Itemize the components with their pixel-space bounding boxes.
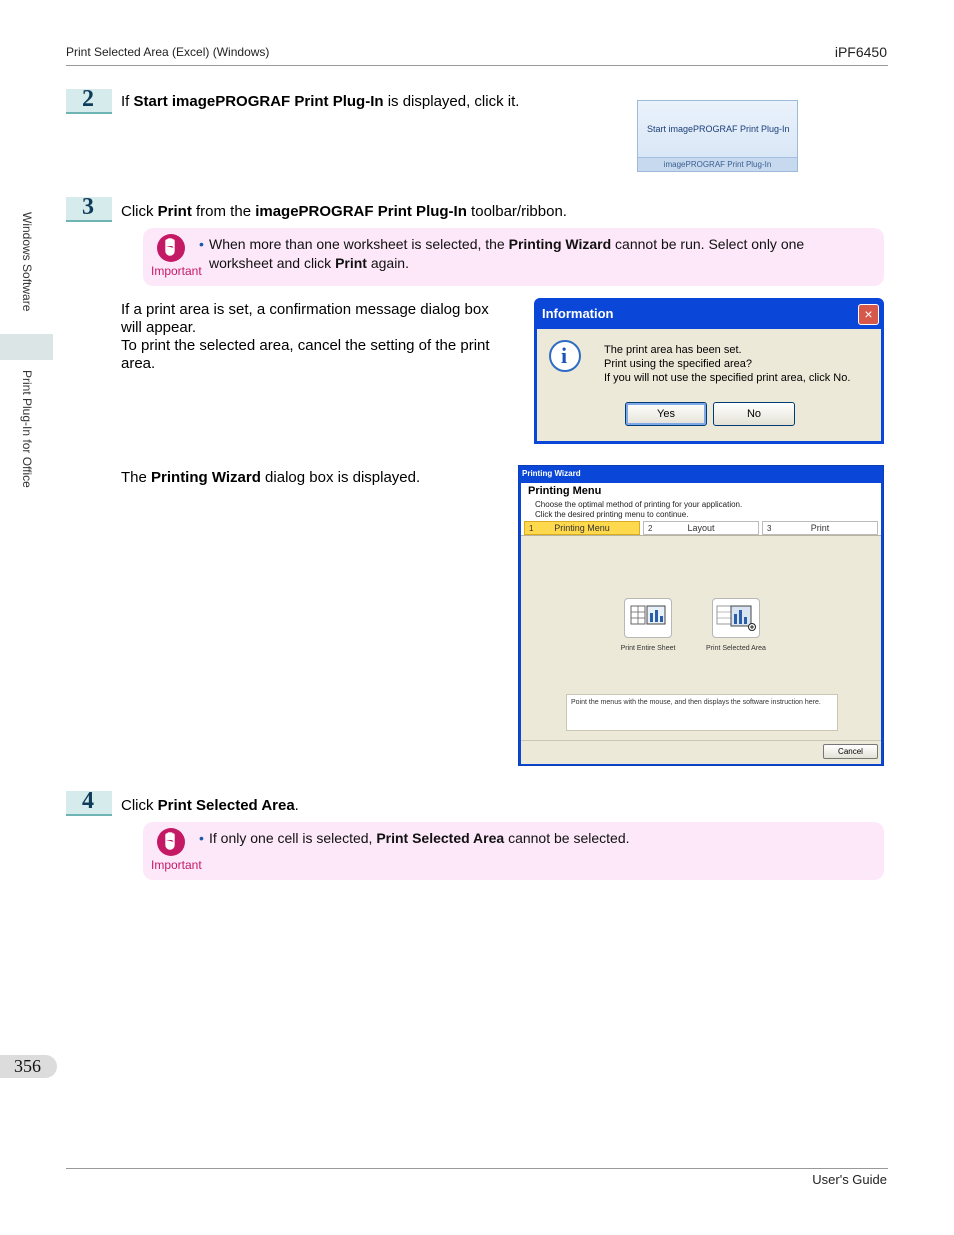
- ribbon-screenshot: [637, 100, 798, 172]
- page-number: 356: [14, 1056, 41, 1076]
- entire-sheet-icon: [624, 598, 672, 638]
- footer-rule: [66, 1168, 888, 1169]
- page-number-tab: [0, 1055, 57, 1078]
- print-entire-sheet-option[interactable]: [603, 598, 693, 652]
- important-label: Important: [151, 858, 202, 872]
- print-selected-area-label: Print Selected Area: [706, 645, 766, 652]
- print-entire-sheet-label: Print Entire Sheet: [620, 645, 676, 652]
- printing-wizard-title: Printing Wizard: [522, 469, 581, 478]
- print-selected-area-option[interactable]: [691, 598, 781, 652]
- important-note-text: If only one cell is selected, Print Selected Area cannot be selected.: [209, 830, 630, 846]
- yes-button[interactable]: Yes: [625, 402, 707, 426]
- important-note-text: When more than one worksheet is selected, the Printing Wizard cannot be run. Select only one worksheet and click Print again.: [209, 236, 805, 271]
- bullet: •: [199, 830, 204, 846]
- header-rule: [66, 65, 888, 66]
- important-note-step-3: [143, 228, 884, 286]
- step-4-text: Click Print Selected Area.: [121, 797, 299, 814]
- footer-guide-title: User's Guide: [812, 1172, 887, 1187]
- wizard-separator: [521, 740, 881, 741]
- wizard-paragraph: The Printing Wizard dialog box is displayed.: [121, 469, 421, 486]
- bullet: •: [199, 236, 204, 252]
- important-hand-icon: [157, 234, 185, 262]
- ribbon-group-label: imagePROGRAF Print Plug-In: [638, 157, 797, 171]
- printing-wizard-dialog: [518, 465, 884, 766]
- wizard-step-layout: 2 Layout: [643, 521, 759, 535]
- step-badge-2: 2: [66, 89, 112, 114]
- confirmation-paragraph: If a print area is set, a confirmation message dialog box will appear. To print the selected area, cancel the setting of the print area.: [121, 301, 490, 372]
- info-icon: i: [549, 340, 581, 372]
- sidebar-tab-marker: [0, 334, 53, 360]
- step-badge-4: 4: [66, 791, 112, 816]
- information-message: The print area has been set. Print using the specified area? If you will not use the specified print area, click No.: [604, 344, 851, 384]
- printing-wizard-body: [521, 483, 881, 764]
- selected-area-icon: [712, 598, 760, 638]
- no-button[interactable]: No: [713, 402, 795, 426]
- printing-menu-instructions: Choose the optimal method of printing for your application. Click the desired printing menu to continue.: [535, 500, 743, 519]
- step-3-text: Click Print from the imagePROGRAF Print Plug-In toolbar/ribbon.: [121, 203, 567, 220]
- important-hand-icon: [157, 828, 185, 856]
- information-dialog-title: Information: [542, 306, 614, 321]
- important-note-step-4: [143, 822, 884, 880]
- wizard-description-box: Point the menus with the mouse, and then displays the software instruction here.: [566, 694, 838, 731]
- sidebar-text-windows-software: Windows Software: [20, 212, 34, 312]
- sidebar-text-plugin: Print Plug-In for Office: [20, 370, 34, 488]
- step-badge-3: 3: [66, 197, 112, 222]
- wizard-step-printing-menu: 1 Printing Menu: [524, 521, 640, 535]
- information-dialog-body: [537, 329, 881, 441]
- important-label: Important: [151, 264, 202, 278]
- running-header-section: Print Selected Area (Excel) (Windows): [66, 45, 270, 59]
- cancel-button[interactable]: Cancel: [823, 744, 878, 759]
- step-2-text: If Start imagePROGRAF Print Plug-In is displayed, click it.: [121, 93, 520, 110]
- information-dialog: [534, 298, 884, 444]
- close-icon[interactable]: ×: [858, 304, 879, 325]
- start-plugin-ribbon-button[interactable]: Start imagePROGRAF Print Plug-In: [647, 124, 790, 134]
- wizard-step-bar: [524, 521, 879, 535]
- printing-wizard-header: [521, 483, 881, 536]
- printing-menu-heading: Printing Menu: [528, 485, 602, 497]
- running-header-model: iPF6450: [834, 44, 887, 60]
- wizard-step-print: 3 Print: [762, 521, 878, 535]
